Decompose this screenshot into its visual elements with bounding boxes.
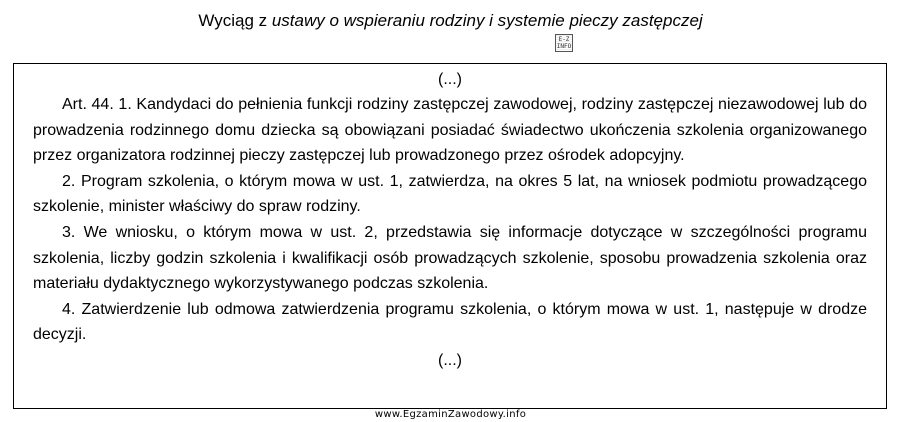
paragraph-art44-2: 2. Program szkolenia, o którym mowa w ust. 1, zatwierdza, na okres 5 lat, na wniosek podmiotu prowadzącego szkolenie, minister właściwy do spraw rodziny. [33,172,867,216]
document-title [0,10,901,32]
title-italic: ustawy o wspieraniu rodziny i systemie pieczy zastępczej [271,11,703,30]
ellipsis-bottom: (...) [438,351,462,369]
info-logo-line1: E-Z [558,36,570,43]
title-plain: Wyciąg z [198,11,272,30]
ellipsis-top: (...) [438,71,462,88]
paragraph-art44-1: Art. 44. 1. Kandydaci do pełnienia funkcji rodziny zastępczej zawodowej, rodziny zastępczej niezawodowej lub do prowadzenia rodzinnego domu dziecka są obowiązani posiadać świadectwo ukończenia szkolenia organizowanego przez organizatora rodzinnej pieczy zastępczej lub prowadzonego przez ośrodek adopcyjny. [33,96,867,165]
paragraph-art44-4: 4. Zatwierdzenie lub odmowa zatwierdzenia programu szkolenia, o którym mowa w ust. 1, następuje w drodze decyzji. [33,300,867,344]
watermark-url: www.EgzaminZawodowy.info [374,409,527,420]
info-logo-icon [555,34,573,52]
info-logo-line2: INFO [556,43,572,50]
excerpt-box [13,63,887,409]
paragraph-art44-3: 3. We wniosku, o którym mowa w ust. 2, przedstawia się informacje dotyczące w szczególności programu szkolenia, liczby godzin szkolenia i kwalifikacji osób prowadzących szkolenie, sposobu prowadzenia szkolenia oraz materiału dydaktycznego wykorzystywanego podczas szkolenia. [33,223,867,293]
